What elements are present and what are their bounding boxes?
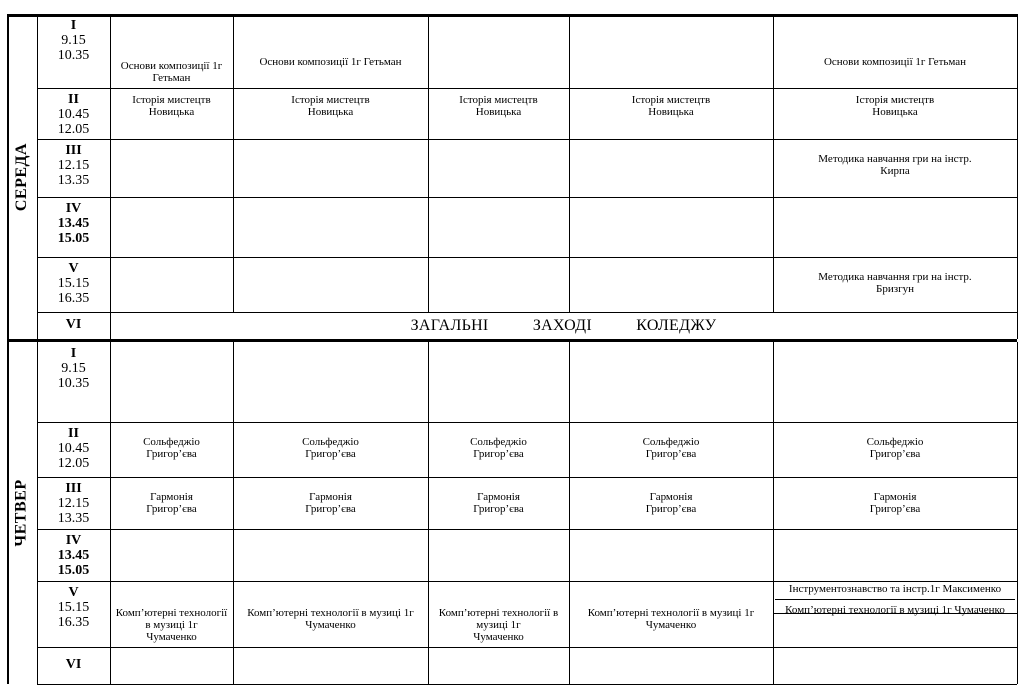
lesson-cell [235, 436, 426, 460]
lesson-subject: Гармонія [649, 491, 693, 503]
grid-line [233, 14, 234, 88]
lesson-cell [775, 583, 1015, 616]
lesson-subject: Основи композиції 1г Гетьман [259, 56, 402, 68]
cell-divider [775, 599, 1015, 600]
grid-line [428, 88, 429, 139]
grid-line [428, 197, 429, 257]
slot-time: 16.35 [57, 615, 90, 630]
grid-line [37, 312, 1017, 313]
slot-number: II [68, 92, 79, 107]
lesson-teacher: Новицька [648, 106, 694, 118]
grid-line [569, 139, 570, 197]
slot-number: III [65, 143, 82, 158]
grid-line [428, 422, 429, 477]
lesson-subject: Комп’ютерні технології в музиці 1г [115, 607, 228, 631]
grid-line [428, 139, 429, 197]
slot-time: 13.35 [57, 173, 90, 188]
lesson-teacher: Новицька [475, 106, 522, 118]
lesson-subject: Гармонія [477, 491, 520, 503]
grid-line [773, 422, 774, 477]
slot-time: 12.15 [57, 496, 90, 511]
grid-line [428, 14, 429, 88]
grid-line [569, 14, 570, 88]
slot-time: 15.05 [57, 563, 90, 578]
time-slot [37, 346, 110, 420]
lesson-cell [430, 491, 567, 515]
lesson-subject: Основи композиції 1г Гетьман [823, 56, 967, 68]
grid-line [1017, 342, 1018, 684]
time-slot [37, 143, 110, 195]
lesson-teacher: Кирпа [880, 165, 910, 177]
lesson-cell [775, 94, 1015, 118]
grid-line [428, 257, 429, 312]
slot-time: 13.45 [57, 548, 90, 563]
lesson-cell [112, 607, 231, 643]
slot-number: I [70, 346, 77, 361]
lesson-teacher: Новицька [148, 106, 195, 118]
grid-line [37, 257, 1017, 258]
lesson-subject: Сольфеджіо [302, 436, 359, 448]
lesson-cell [235, 607, 426, 631]
lesson-cell [571, 436, 771, 460]
grid-line [233, 88, 234, 139]
grid-line [37, 477, 1017, 478]
grid-line [233, 257, 234, 312]
lesson-subject: Сольфеджіо [642, 436, 700, 448]
time-slot [37, 481, 110, 527]
grid-line [233, 647, 234, 684]
grid-line [569, 342, 570, 422]
grid-line [773, 257, 774, 312]
grid-line [428, 529, 429, 581]
lesson-teacher: Новицька [307, 106, 354, 118]
lesson-teacher: Чумаченко [645, 619, 697, 631]
lesson-teacher: Григор’єва [645, 448, 697, 460]
lesson-cell [775, 491, 1015, 515]
grid-line [773, 197, 774, 257]
grid-line [37, 422, 1017, 423]
day-label [7, 14, 37, 339]
slot-time: 10.45 [57, 441, 90, 456]
grid-line [773, 647, 774, 684]
lesson-subject: Комп’ютерні технології в музиці 1г [587, 607, 755, 619]
college-event: ЗАГАЛЬНІ ЗАХОДІ КОЛЕДЖУ [410, 317, 717, 334]
lesson-cell [775, 436, 1015, 460]
grid-line [569, 477, 570, 529]
lesson-cell [112, 491, 231, 515]
lesson-subject: Гармонія [873, 491, 917, 503]
grid-line [773, 88, 774, 139]
lesson-cell [430, 607, 567, 643]
grid-line [233, 342, 234, 422]
lesson-teacher: Бризгун [876, 283, 914, 295]
lesson-teacher: Григор’єва [146, 448, 197, 460]
grid-line [110, 342, 111, 684]
lesson-cell [775, 271, 1015, 295]
lesson-cell [430, 94, 567, 118]
lesson-teacher: Чумаченко [473, 631, 524, 643]
slot-number: III [65, 481, 82, 496]
lesson-subject: Історія мистецтв [291, 94, 370, 106]
grid-line [233, 581, 234, 647]
grid-line [569, 647, 570, 684]
lesson-teacher: Чумаченко [305, 619, 356, 631]
grid-line [428, 342, 429, 422]
slot-time: 10.35 [57, 48, 90, 63]
grid-line [773, 477, 774, 529]
grid-line [233, 197, 234, 257]
grid-line [773, 581, 774, 647]
grid-line [569, 257, 570, 312]
lesson-subject: Гармонія [309, 491, 352, 503]
grid-line [37, 139, 1017, 140]
grid-line [7, 339, 1017, 342]
lesson-cell [112, 94, 231, 118]
lesson-subject: Сольфеджіо [470, 436, 527, 448]
grid-line [773, 529, 774, 581]
lesson-subject: Історія мистецтв [459, 94, 538, 106]
slot-number: VI [65, 656, 82, 672]
lesson-subject: Історія мистецтв [132, 94, 211, 106]
grid-line [37, 197, 1017, 198]
slot-time: 10.45 [57, 107, 90, 122]
lesson-teacher: Григор’єва [146, 503, 197, 515]
lesson-teacher: Гетьман [152, 72, 191, 84]
lesson-teacher: Григор’єва [473, 448, 524, 460]
grid-line [37, 88, 1017, 89]
grid-line [37, 529, 1017, 530]
grid-line [569, 422, 570, 477]
grid-line [773, 139, 774, 197]
lesson-teacher: Григор’єва [869, 503, 921, 515]
slot-time: 12.15 [57, 158, 90, 173]
lesson-cell [571, 607, 771, 631]
time-slot [37, 533, 110, 579]
grid-line [773, 342, 774, 422]
lesson-cell [571, 94, 771, 118]
lesson-cell [775, 153, 1015, 177]
lesson-subject: Комп’ютерні технології в музиці 1г [247, 607, 414, 619]
day-label [7, 342, 37, 684]
grid-line [1017, 14, 1018, 339]
grid-line [233, 477, 234, 529]
slot-time: 15.15 [57, 600, 90, 615]
grid-line [37, 647, 1017, 648]
lesson-cell [571, 491, 771, 515]
lesson-subject: Сольфеджіо [866, 436, 924, 448]
lesson-teacher: Григор’єва [645, 503, 697, 515]
slot-number: II [68, 426, 79, 441]
lesson-cell [235, 491, 426, 515]
lesson-subject: Гармонія [150, 491, 193, 503]
time-slot [37, 92, 110, 137]
lesson-teacher: Григор’єва [305, 448, 356, 460]
slot-time: 15.15 [57, 276, 90, 291]
lesson-subject: Інструментознавство та інстр.1г Максименко [788, 583, 1002, 595]
lesson-teacher: Комп’ютерні технології в музиці 1г Чумаченко [785, 604, 1005, 616]
slot-number: IV [65, 201, 82, 216]
slot-time: 9.15 [61, 361, 86, 376]
grid-line [233, 139, 234, 197]
grid-line [233, 529, 234, 581]
lesson-cell [430, 436, 567, 460]
lesson-teacher: Чумаченко [146, 631, 197, 643]
lesson-subject: Методика навчання гри на інстр. [818, 153, 972, 165]
slot-number: V [68, 585, 79, 600]
day-name: СЕРЕДА [13, 142, 31, 211]
lesson-cell [112, 436, 231, 460]
day-name: ЧЕТВЕР [13, 479, 31, 547]
slot-time: 9.15 [61, 33, 86, 48]
time-slot [37, 426, 110, 475]
grid-line [773, 14, 774, 88]
slot-number: IV [65, 533, 82, 548]
time-slot [37, 657, 110, 688]
lesson-teacher: Григор’єва [473, 503, 524, 515]
slot-time: 13.45 [57, 216, 90, 231]
time-slot [37, 18, 110, 86]
lesson-cell [235, 56, 426, 68]
lesson-subject: Історія мистецтв [631, 94, 711, 106]
grid-line [569, 581, 570, 647]
slot-time: 12.05 [57, 456, 90, 471]
lesson-teacher: Новицька [872, 106, 918, 118]
time-slot [37, 585, 110, 645]
time-slot [37, 201, 110, 255]
schedule-table [7, 14, 1017, 684]
lesson-subject: Історія мистецтв [855, 94, 935, 106]
grid-line [569, 529, 570, 581]
slot-number: VI [65, 316, 82, 332]
lesson-teacher: Григор’єва [305, 503, 356, 515]
lesson-teacher: Григор’єва [869, 448, 921, 460]
grid-line [773, 613, 1017, 614]
grid-line [37, 684, 1017, 685]
slot-time: 13.35 [57, 511, 90, 526]
lesson-subject: Комп’ютерні технології в музиці 1г [438, 607, 559, 631]
time-slot [37, 317, 110, 338]
grid-line [569, 88, 570, 139]
lesson-cell [235, 94, 426, 118]
grid-line [428, 647, 429, 684]
grid-line [428, 477, 429, 529]
grid-line [569, 197, 570, 257]
time-slot [37, 261, 110, 310]
grid-line [110, 14, 111, 339]
grid-line [233, 422, 234, 477]
lesson-subject: Сольфеджіо [143, 436, 200, 448]
lesson-subject: Основи композиції 1г [120, 60, 223, 72]
slot-time: 16.35 [57, 291, 90, 306]
grid-line [37, 581, 1017, 582]
lesson-cell [775, 56, 1015, 68]
lesson-subject: Методика навчання гри на інстр. [818, 271, 972, 283]
grid-line [428, 581, 429, 647]
slot-time: 12.05 [57, 122, 90, 137]
slot-number: I [70, 18, 77, 33]
lesson-cell [112, 60, 231, 84]
slot-number: V [68, 261, 79, 276]
grid-line [7, 14, 1017, 17]
slot-time: 15.05 [57, 231, 90, 246]
slot-time: 10.35 [57, 376, 90, 391]
